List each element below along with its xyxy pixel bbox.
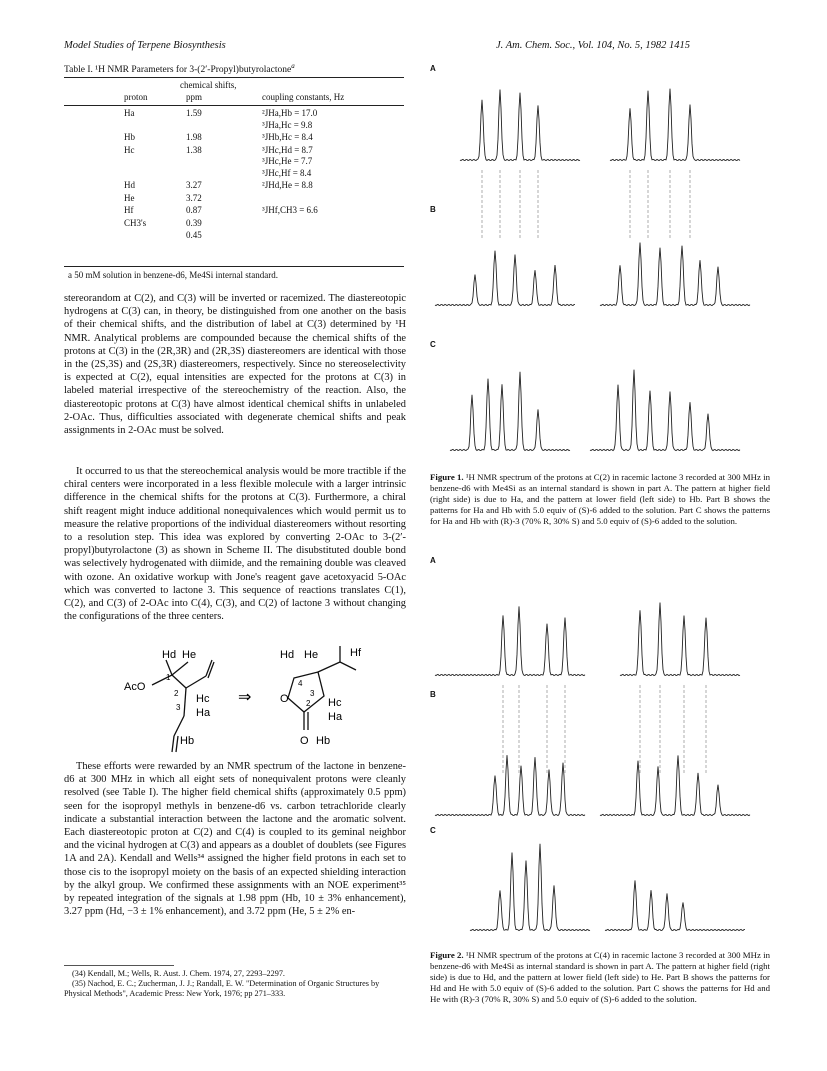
scheme-left-c1: 1 <box>166 673 171 682</box>
figure2-spectra <box>430 545 770 945</box>
scheme-left-hb: Hb <box>180 735 195 747</box>
figure1-trace-c-right <box>590 370 740 451</box>
scheme-acetoxy-label: AcO <box>124 681 146 693</box>
figure1-panel-a-label: A <box>430 64 436 73</box>
figure1-caption: Figure 1. ¹H NMR spectrum of the protons at C(2) in racemic lactone 3 recorded at 300 MHz in benzene-d6 with Me4Si as an internal standard is shown in part A. The pattern at higher field (right side) is due to Ha, and the pattern at lower field (left side) to Hb. Part B shows the patterns for Ha and Hb with 5.0 equiv of (S)-6 added to the solution. Part C shows the patterns for Ha and Hb with (R)-3 (70% R, 30% S) and 5.0 equiv of (S)-6 added to the solution. <box>430 472 770 526</box>
figure2-trace-a-right <box>620 603 740 676</box>
figure1-trace-a-right <box>610 89 740 161</box>
scheme-right-hd: Hd <box>280 649 295 661</box>
table-footnote: a 50 mM solution in benzene-d6, Me4Si internal standard. <box>68 270 278 280</box>
table-cell-ppm: 0.45 <box>186 230 202 240</box>
figure2-panel-a-label: A <box>430 556 436 565</box>
running-header-left: Model Studies of Terpene Biosynthesis <box>64 40 226 51</box>
table-cell-coupling: ²JHd,He = 8.8 <box>262 180 313 190</box>
reference-34: (34) Kendall, M.; Wells, R. Aust. J. Chem. 1974, 27, 2293–2297. <box>72 969 285 978</box>
figure1-trace-c-left <box>450 372 570 451</box>
paragraph-1: stereorandom at C(2), and C(3) will be inverted or racemized. The diastereotopic hydrogens at C(3) can, in theory, be distinguished from one another on the basis of their chemical shifts, and the distribution of label at C(3) determined by ¹H NMR. Analytical problems are compounded because the chemical shifts of the protons at C(3) in the (2R,3R) and (2R,3S) diastereomers are identical with those in the (2S,3S) and (2S,3R) diastereomers, respectively. Since no stereoselectivity is expected at C(2), equal intensities are expected for the protons at C(3) in labeled material irrespective of the stereochemistry of the reaction. Also, the diastereotopic protons at C(3) have almost identical chemical shifts in unlabeled 2-OAc. Thus, difficulties associated with degenerate chemical shifts and peak assignments in 2-OAc must be solved. <box>64 293 406 437</box>
scheme-right-he: He <box>304 649 319 661</box>
figure1-trace-b-right <box>600 243 750 306</box>
table-cell-ppm: 3.27 <box>186 180 202 190</box>
table-cell-ppm: 1.98 <box>186 132 202 142</box>
table-cell-coupling: ³JHf,CH3 = 6.6 <box>262 205 318 215</box>
scheme-left-ha: Ha <box>196 707 211 719</box>
figure1-trace-a-left <box>460 90 580 161</box>
table-title: Table I. ¹H NMR Parameters for 3-(2′-Propyl)butyrolactone$^a$ <box>64 62 295 76</box>
table-cell-ppm: 1.38 <box>186 144 202 155</box>
scheme-structures <box>110 640 370 755</box>
table-cell-coupling: ³JHa,Hc = 9.8 <box>262 119 313 130</box>
table-cell-proton: Hd <box>124 180 135 190</box>
table-rule-bottom <box>64 266 404 267</box>
figure2-traces <box>435 603 750 931</box>
table-cell-proton: Hc <box>124 144 135 155</box>
scheme-right-c3: 3 <box>310 689 315 698</box>
table-cell-proton: Hb <box>124 132 135 142</box>
table-cell-proton: CH3's <box>124 217 147 228</box>
scheme-right-c2: 2 <box>306 699 311 708</box>
scheme-right-hf: Hf <box>350 647 361 659</box>
scheme-left-c2: 2 <box>174 689 179 698</box>
table-cell-coupling: ³JHc,Hd = 8.7 <box>262 144 313 155</box>
figure1-trace-b-left <box>435 251 575 306</box>
table-rule-top <box>64 77 404 78</box>
table-cell-ppm: 0.39 <box>186 217 202 228</box>
scheme-right-carbonyl-oxygen: O <box>300 735 309 747</box>
table-cell-ppm: 3.72 <box>186 192 202 203</box>
running-header-right: J. Am. Chem. Soc., Vol. 104, No. 5, 1982 1415 <box>496 40 691 51</box>
table-cell-ppm: 0.87 <box>186 205 202 215</box>
table-cell-proton: He <box>124 192 135 203</box>
paragraph-3: These efforts were rewarded by an NMR spectrum of the lactone in benzene-d6 at 300 MHz in which all eight sets of nonequivalent protons were cleanly resolved (see Table I). The higher field chemical shifts (approximately 0.5 ppm) seen for the isopropyl methyls in benzene-d6 vs. carbon tetrachloride clearly indicate a substantial interaction between the lactone and the aromatic solvent. Each diastereotopic proton at C(2) and C(4) is coupled to its geminal neighbor and the vicinal hydrogen at C(3) and appears as a doublet of doublets (see Figures 1A and 2A). Kendall and Wells³⁴ assigned the higher field protons in each set to those cis to the isopropyl moiety on the basis of an expected shielding interaction by the alkyl group. We confirmed these assignments with an NOE experiment³⁵ by repeated integration of the signals at 1.98 ppm (Hb, 10 ± 3% enhancement), 3.27 ppm (Hd, −3 ± 1% enhancement), and 3.72 ppm (He, 5 ± 2% en- <box>64 761 406 918</box>
references-rule <box>64 965 174 966</box>
figure2-trace-c-right <box>605 880 745 930</box>
table-col-group: chemical shifts, <box>180 80 237 90</box>
table-header-ppm: ppm <box>186 92 203 102</box>
scheme-right-molecule <box>288 646 356 730</box>
figure2-caption: Figure 2. ¹H NMR spectrum of the protons at C(4) in racemic lactone 3 recorded at 300 MHz in benzene-d6 with Me4Si as internal standard is shown in part A. The pattern at higher field (right side) is due to Hd, and the pattern at lower field (left side) to He. Part B shows the patterns for Hd and He with 5.0 equiv of (S)-6 added to the solution. Part C shows the patterns for Hd and He with (R)-3 (70% R, 30% S) and 5.0 equiv of (S)-6 added to the solution. <box>430 950 770 1004</box>
figure2-trace-b-left <box>435 755 585 816</box>
table-cell-coupling: ³JHb,Hc = 8.4 <box>262 132 313 142</box>
figure2-trace-b-right <box>600 755 750 815</box>
scheme-right-hb: Hb <box>316 735 331 747</box>
table-header-proton: proton <box>124 92 148 102</box>
table-cell-proton: Hf <box>124 205 134 215</box>
scheme-right-c4: 4 <box>298 679 303 688</box>
scheme-left-he: He <box>182 649 197 661</box>
figure2-trace-a-left <box>435 606 585 675</box>
table-cell-proton: Ha <box>124 108 135 118</box>
reference-35: (35) Nachod, E. C.; Zucherman, J. J.; Randall, E. W. "Determination of Organic Structures by Physical Methods", Academic Press: New York, 1976; pp 271–333. <box>64 979 380 998</box>
table-cell-ppm: 1.59 <box>186 108 202 118</box>
figure1-traces <box>435 89 750 451</box>
scheme-left-hc: Hc <box>196 693 210 705</box>
scheme-left-c3: 3 <box>176 703 181 712</box>
table-cell-coupling: ²JHa,Hb = 17.0 <box>262 108 318 118</box>
scheme-right-hc: Hc <box>328 697 342 709</box>
scheme-left-hd: Hd <box>162 649 177 661</box>
figure2-trace-c-left <box>470 844 590 931</box>
figure1-spectra <box>430 60 770 465</box>
table-header-coupling: coupling constants, Hz <box>262 92 345 102</box>
figure1-panel-c-label: C <box>430 340 436 349</box>
table-rule-mid <box>64 105 404 106</box>
scheme-arrow: ⇒ <box>238 689 252 706</box>
references <box>64 965 406 999</box>
figure2-panel-b-label: B <box>430 690 436 699</box>
figure1-panel-b-label: B <box>430 205 436 214</box>
table-cell-coupling: ³JHc,Hf = 8.4 <box>262 167 312 178</box>
scheme-right-ha: Ha <box>328 711 343 723</box>
paragraph-2: It occurred to us that the stereochemical analysis would be more tractible if the chiral centers were incorporated in a less flexible molecule with a larger intrinsic difference in the chemical shifts for the protons at C(3). Furthermore, a chiral shift reagent might induce additional nonequivalences which would permit us to measure the relative proportions of the individual diastereomers without resorting to a resolution step. This idea was explored by converting 2-OAc to 3-(2′-propyl)butyrolactone (3) as shown in Scheme II. The disubstituted double bond was selectively hydrogenated with diimide, and the remaining double was cleaved with ozone. An oxidative workup with Jone's reagent gave acetoxyacid 5-OAc which was converted to lactone 3. This sequence of reactions translates C(1), C(2), and C(3) of 2-OAc into C(4), C(3), and C(2) of lactone 3 without changing the configurations of the three centers. <box>64 466 406 623</box>
figure2-panel-c-label: C <box>430 826 436 835</box>
scheme-right-ring-oxygen: O <box>280 693 289 705</box>
table-cell-coupling: ³JHc,He = 7.7 <box>262 156 313 166</box>
